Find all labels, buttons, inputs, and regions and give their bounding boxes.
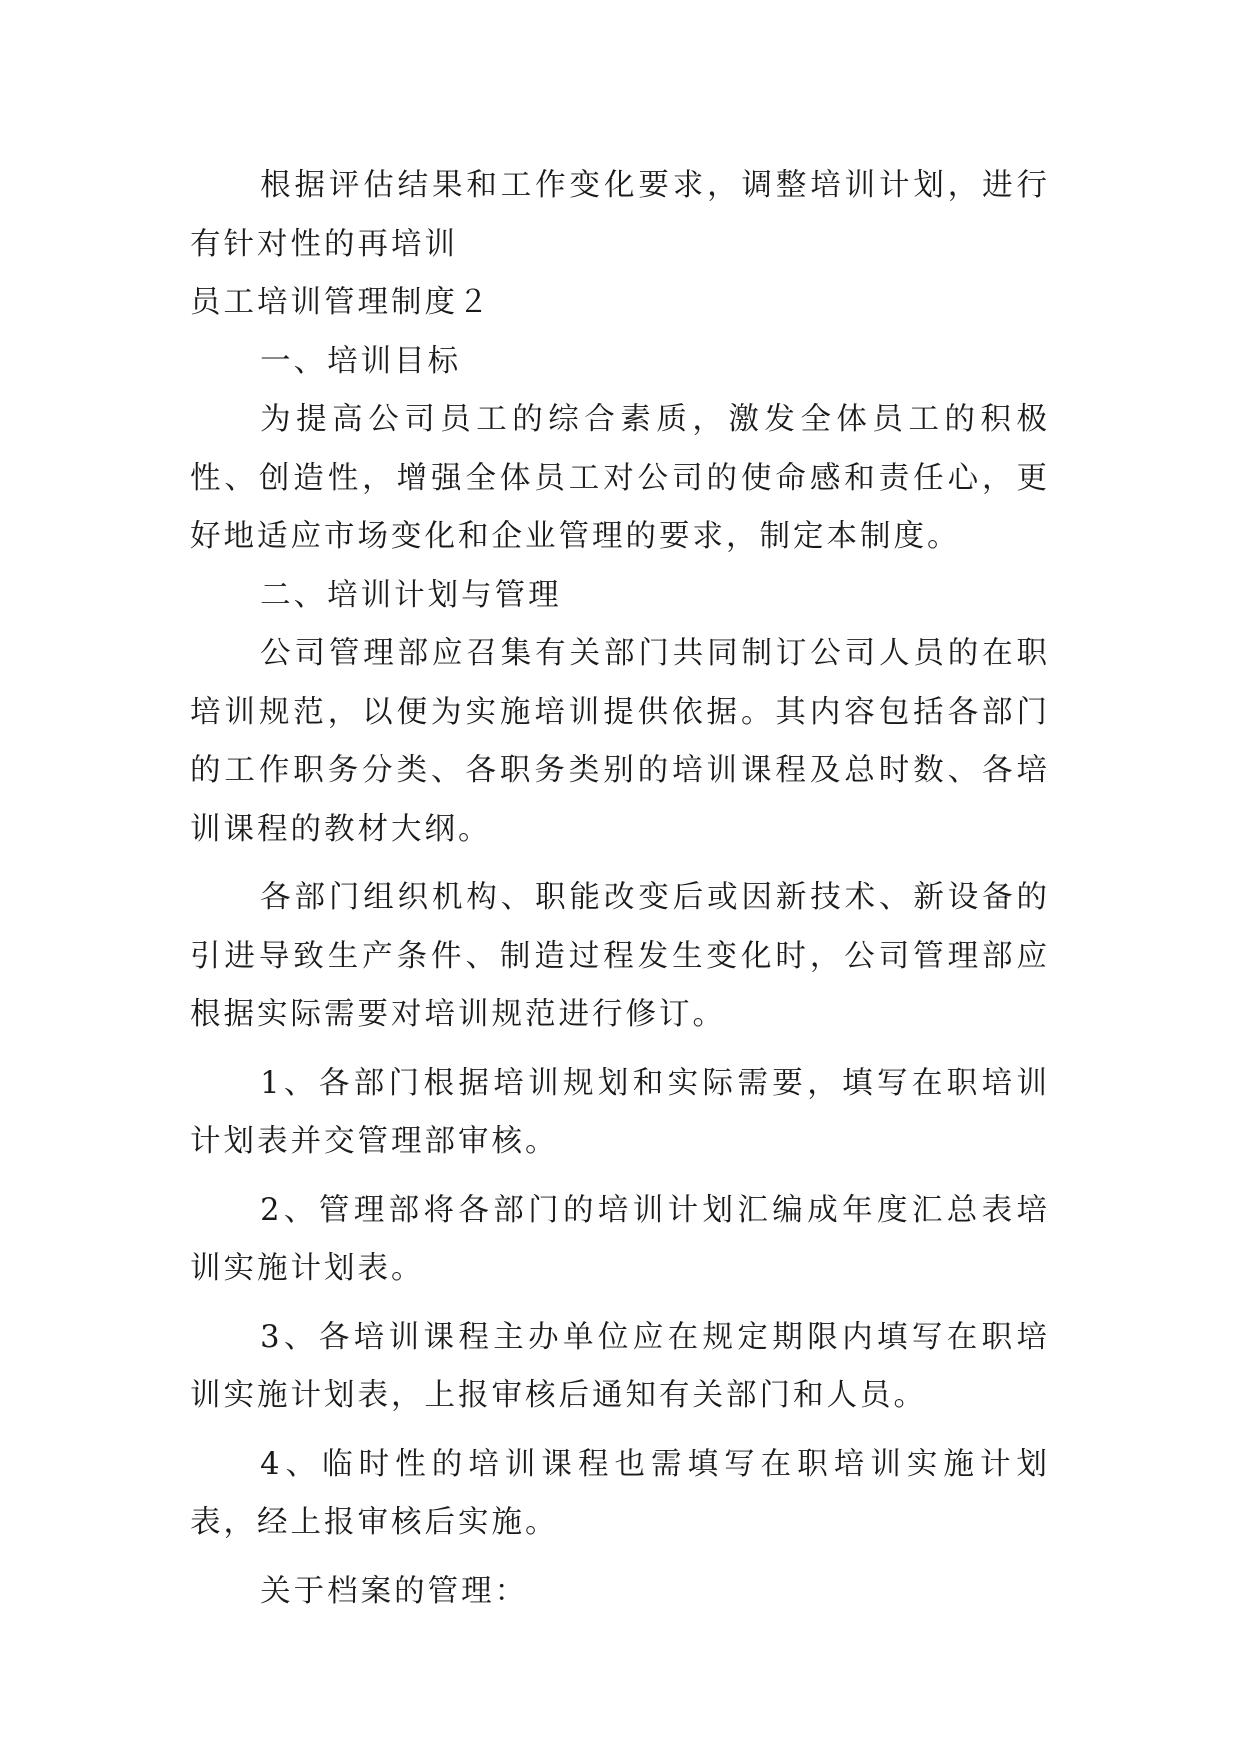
heading-training-goal: 一、培训目标 — [260, 343, 462, 379]
paragraph-retraining: 根据评估结果和工作变化要求，调整培训计划，进行有针对性的再培训 — [190, 168, 1050, 262]
paragraph-gap — [190, 1299, 1050, 1309]
list-item-4: 4、临时性的培训课程也需填写在职培训实施计划表，经上报审核后实施。 — [190, 1446, 1050, 1540]
paragraph-gap — [190, 1553, 1050, 1563]
paragraph-norms: 公司管理部应召集有关部门共同制订公司人员的在职培训规范，以便为实施培训提供依据。其内容包括各部门的工作职务分类、各职务类别的培训课程及总时数、各培训课程的教材大纲。 — [190, 636, 1050, 847]
list-item-3: 3、各培训课程主办单位应在规定期限内填写在职培训实施计划表，上报审核后通知有关部门和人员。 — [190, 1319, 1050, 1413]
list-item-2: 2、管理部将各部门的培训计划汇编成年度汇总表培训实施计划表。 — [190, 1192, 1050, 1286]
paragraph-gap — [190, 1426, 1050, 1436]
paragraph-gap — [190, 1045, 1050, 1055]
paragraph-archive: 关于档案的管理： — [260, 1573, 529, 1609]
document-body — [190, 157, 1050, 1621]
paragraph-gap — [190, 1172, 1050, 1182]
section-title: 员工培训管理制度２ — [190, 285, 492, 320]
paragraph-goal: 为提高公司员工的综合素质，激发全体员工的积极性、创造性，增强全体员工对公司的使命感和责任心，更好地适应市场变化和企业管理的要求，制定本制度。 — [190, 402, 1050, 554]
list-item-1: 1、各部门根据培训规划和实际需要，填写在职培训计划表并交管理部审核。 — [190, 1065, 1050, 1159]
paragraph-revision: 各部门组织机构、职能改变后或因新技术、新设备的引进导致生产条件、制造过程发生变化时，公司管理部应根据实际需要对培训规范进行修订。 — [190, 880, 1050, 1032]
paragraph-gap — [190, 859, 1050, 869]
heading-plan-management: 二、培训计划与管理 — [260, 577, 562, 613]
